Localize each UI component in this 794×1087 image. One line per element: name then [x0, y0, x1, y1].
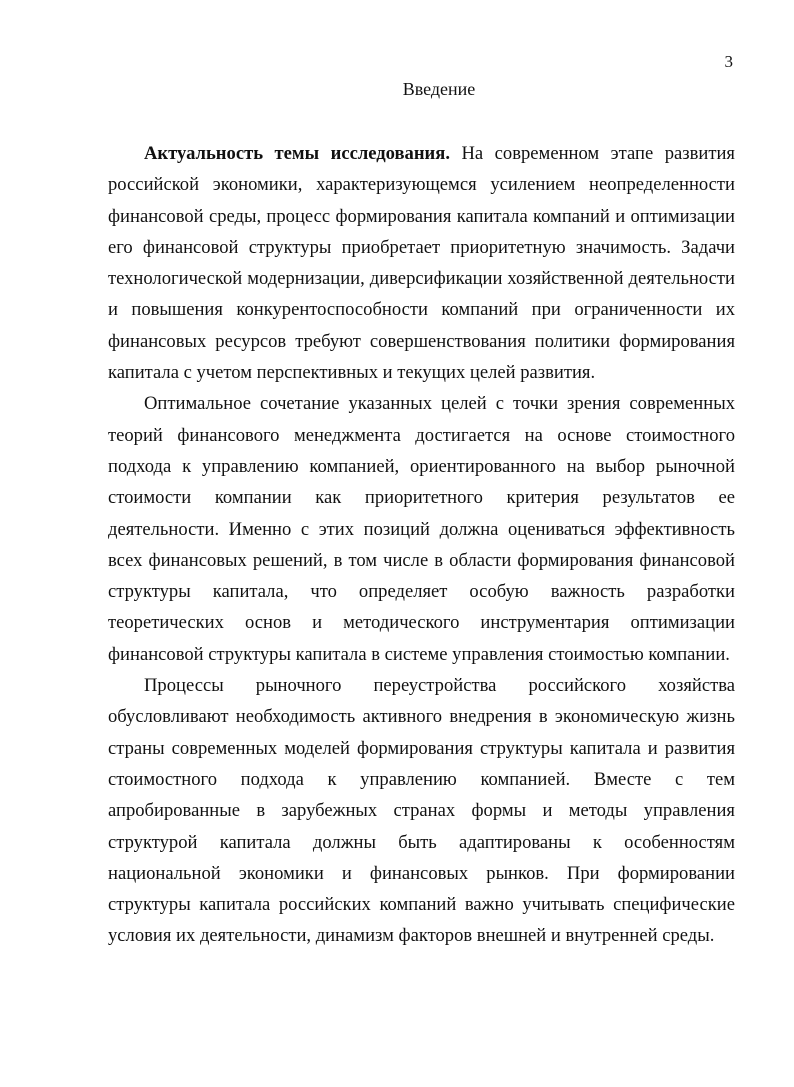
body-text: [108, 138, 735, 952]
page-title: Введение: [402, 79, 476, 99]
paragraph-relevance: [108, 138, 735, 388]
paragraph-market-transformation: Процессы рыночного переустройства российского хозяйства обусловливают необходимость активного внедрения в экономическую жизнь страны современных моделей формирования структуры капитала и развития стоимостного подхода к управлению компанией. Вместе с тем апробированные в зарубежных странах формы и методы управления структурой капитала должны быть адаптированы к особенностям национальной экономики и финансовых рынков. При формировании структуры капитала российских компаний важно учитывать специфические условия их деятельности, динамизм факторов внешней и внутренней среды.: [108, 675, 735, 947]
paragraph-text: На современном этапе развития российской экономики, характеризующемся усилением неопределенности финансовой среды, процесс формирования капитала компаний и оптимизации его финансовой структуры приобретает приоритетную значимость. Задачи технологической модернизации, диверсификации хозяйственной деятельности и повышения конкурентоспособности компаний при ограниченности их финансовых ресурсов требуют совершенствования политики формирования капитала с учетом перспективных и текущих целей развития.: [108, 143, 735, 384]
page-number: 3: [724, 52, 733, 71]
paragraph-lead: Актуальность темы исследования.: [144, 143, 450, 164]
paragraph-value-approach: Оптимальное сочетание указанных целей с точки зрения современных теорий финансового менеджмента достигается на основе стоимостного подхода к управлению компанией, ориентированного на выбор рыночной стоимости компании как приоритетного критерия результатов ее деятельности. Именно с этих позиций должна оцениваться эффективность всех финансовых решений, в том числе в области формирования финансовой структуры капитала, что определяет особую важность разработки теоретических основ и методического инструментария оптимизации финансовой структуры капитала в системе управления стоимостью компании.: [108, 393, 735, 665]
